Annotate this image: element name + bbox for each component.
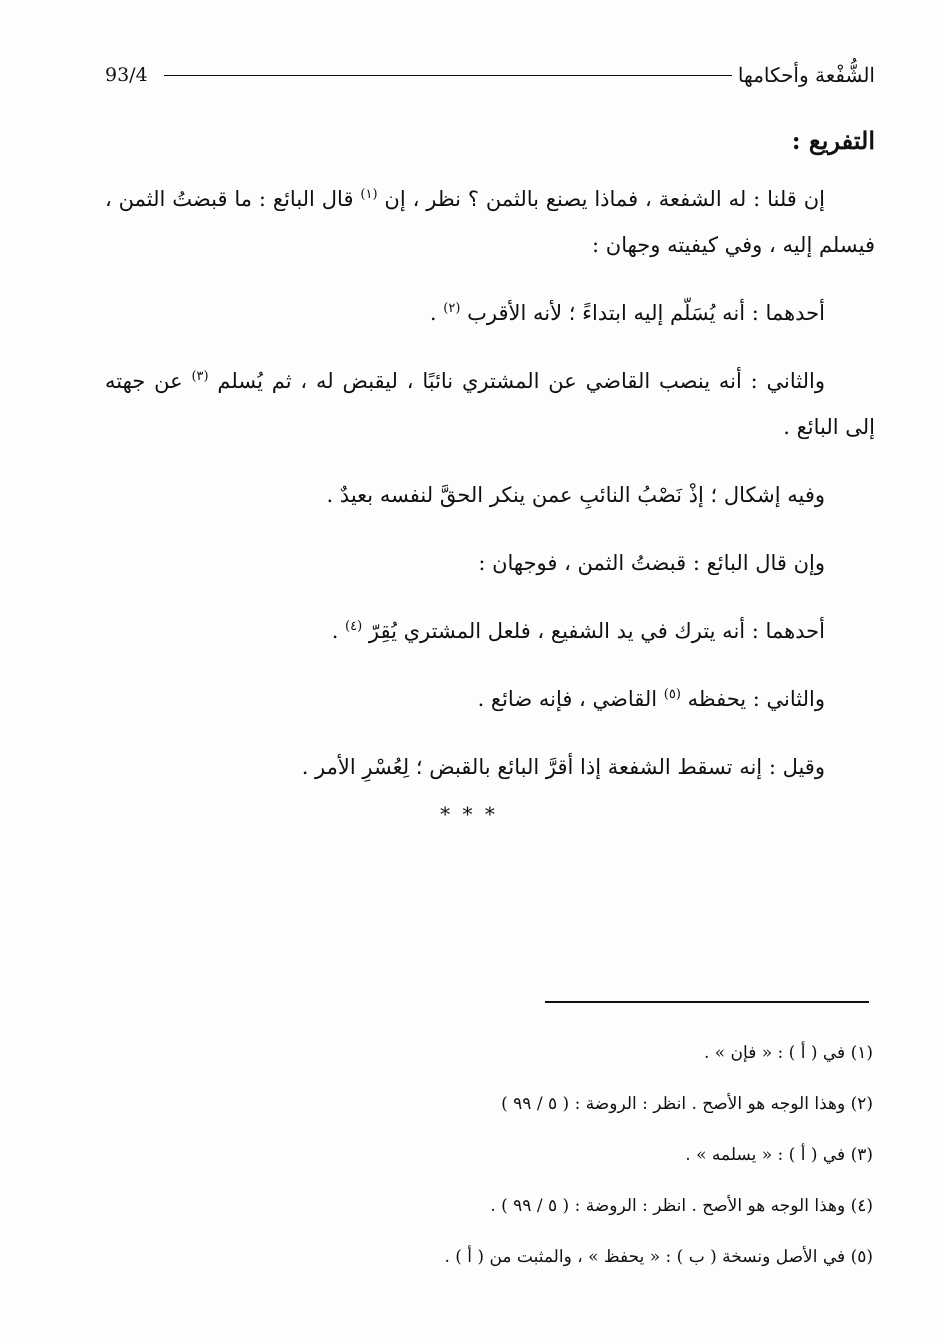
footnote-divider: [545, 1001, 869, 1003]
footnote-1: (١) في ( أ ) : « فإن » .: [703, 1043, 873, 1063]
page-reference: 93/4: [105, 64, 148, 86]
paragraph-7: والثاني : يحفظه $^{(٥)}$ القاضي ، فإنه ضائع .: [477, 687, 825, 711]
footnote-2: (٢) وهذا الوجه هو الأصح . انظر : الروضة : ( ٥ / ٩٩ ): [501, 1094, 873, 1114]
paragraph-6: أحدهما : أنه يترك في يد الشفيع ، فلعل المشتري يُقِرّ $^{(٤)}$ .: [331, 619, 825, 643]
footnote-5: (٥) في الأصل ونسخة ( ب ) : « يحفظ » ، والمثبت من ( أ ) .: [444, 1247, 873, 1267]
running-header: [105, 60, 875, 90]
paragraph-4: وفيه إشكال ؛ إذْ نَصْبُ النائبِ عمن ينكر الحقَّ لنفسه بعيدٌ .: [326, 483, 825, 507]
footnote-marker-5[interactable]: (٥): [663, 687, 681, 702]
footnote-marker-4[interactable]: (٤): [345, 619, 363, 634]
footnotes: [105, 1028, 873, 1283]
footnote-marker-3[interactable]: (٣): [191, 369, 209, 384]
section-separator: * * *: [440, 802, 498, 826]
paragraph-3: والثاني : أنه ينصب القاضي عن المشتري نائبًا ، ليقبض له ، ثم يُسلم $^{(٣)}$ عن جهته إلى البائع .: [105, 369, 875, 439]
main-text: [105, 118, 875, 812]
paragraph-2: أحدهما : أنه يُسَلّم إليه ابتداءً ؛ لأنه الأقرب $^{(٢)}$ .: [429, 301, 825, 325]
footnote-marker-2[interactable]: (٢): [443, 301, 461, 316]
header-rule: [164, 75, 732, 76]
footnote-marker-1[interactable]: (١): [360, 187, 378, 202]
section-heading: التفريع :: [791, 126, 875, 155]
paragraph-5: وإن قال البائع : قبضتُ الثمن ، فوجهان :: [478, 551, 825, 575]
paragraph-8: وقيل : إنه تسقط الشفعة إذا أقرَّ البائع بالقبض ؛ لِعُسْرِ الأمر .: [301, 755, 825, 779]
footnote-4: (٤) وهذا الوجه هو الأصح . انظر : الروضة : ( ٥ / ٩٩ ) .: [490, 1196, 873, 1216]
paragraph-1: إن قلنا : له الشفعة ، فماذا يصنع بالثمن ؟ نظر ، إن $^{(١)}$ قال البائع : ما قبضتُ الثمن ، فيسلم إليه ، وفي كيفيته وجهان :: [105, 187, 875, 257]
footnote-3: (٣) في ( أ ) : « يسلمه » .: [685, 1145, 873, 1165]
chapter-title: الشُّفْعة وأحكامها: [737, 63, 875, 87]
